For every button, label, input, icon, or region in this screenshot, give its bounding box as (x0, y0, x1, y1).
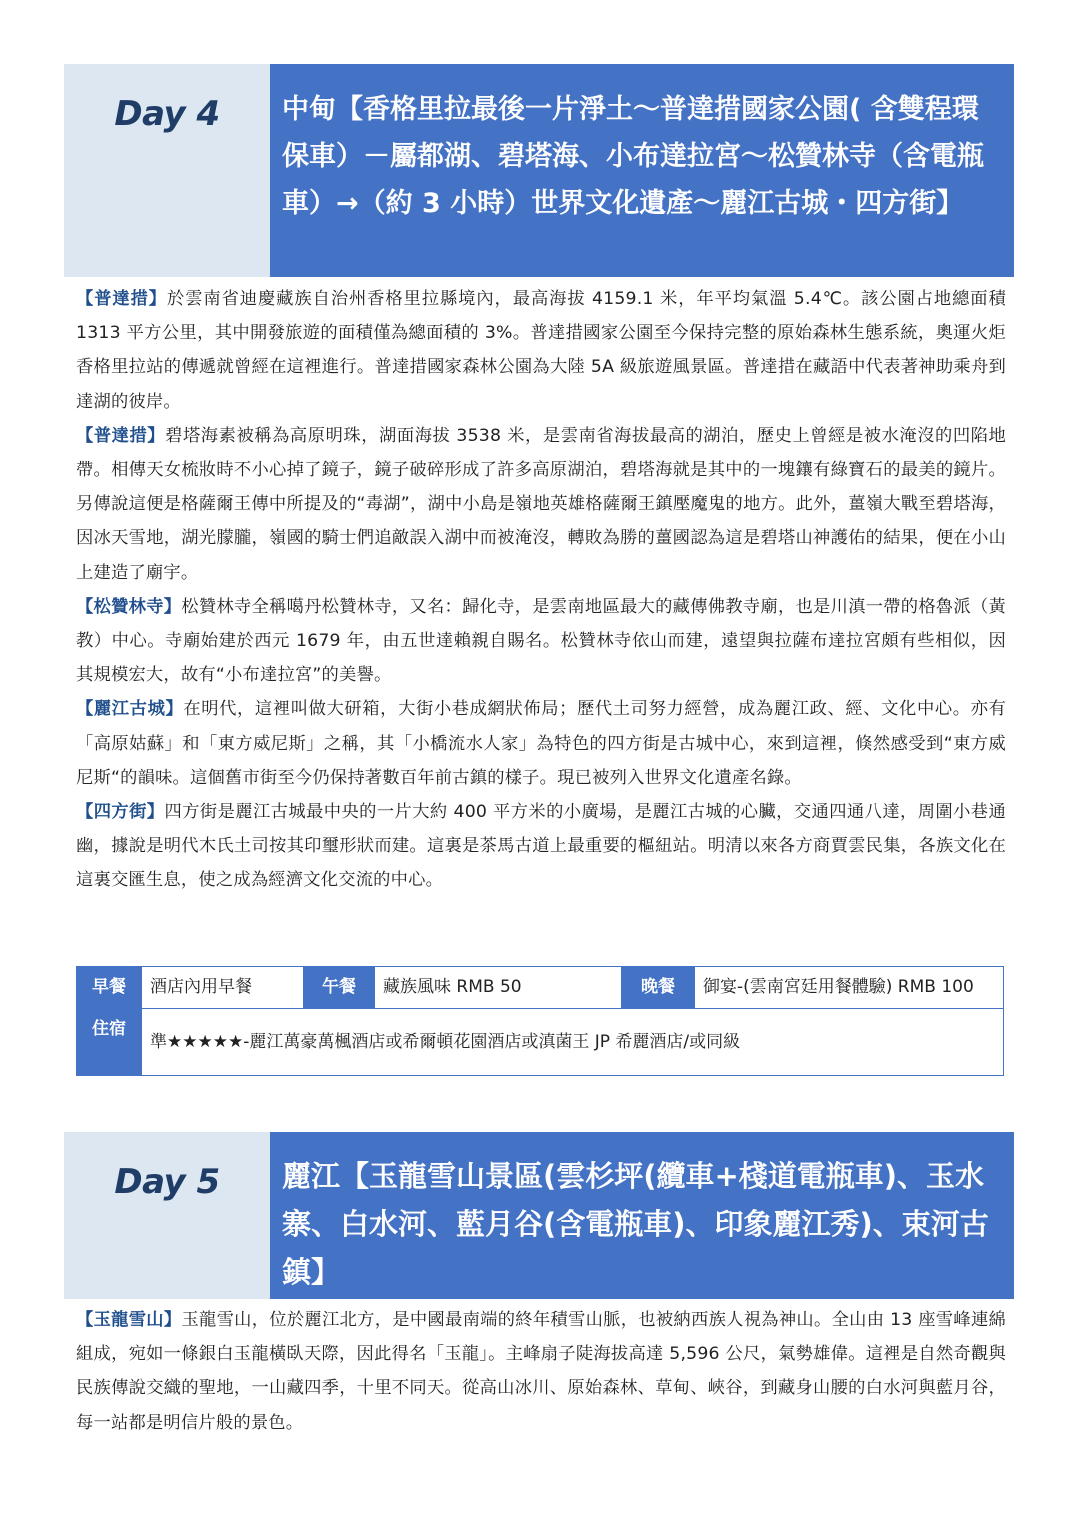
paragraph-yulong-snow-mountain (76, 1303, 1006, 1440)
paragraph-tag: 【普達措】 (76, 289, 167, 309)
paragraph-tag: 【松贊林寺】 (76, 596, 182, 617)
hotel-row (77, 1009, 1004, 1076)
paragraph-text: 玉龍雪山，位於麗江北方，是中國最南端的終年積雪山脈，也被納西族人視為神山。全山由 13 座雪峰連綿組成，宛如一條銀白玉龍橫臥天際，因此得名「玉龍」。主峰扇子陡海拔高達 5,596 公尺，氣勢雄偉。這裡是自然奇觀與民族傳說交織的聖地，一山藏四季，十里不同天。從高山冰川、原始森林、草甸、峽谷，到藏身山腰的白水河與藍月谷，每一站都是明信片般的景色。 (76, 1310, 1007, 1433)
dinner-label: 晚餐 (622, 967, 695, 1009)
meals-table (76, 966, 1004, 1076)
lunch-value: 藏族風味 RMB 50 (375, 967, 622, 1009)
breakfast-label: 早餐 (77, 967, 142, 1009)
paragraph-pudacuo (76, 282, 1006, 419)
paragraph-tag: 【玉龍雪山】 (76, 1310, 182, 1330)
day4-header (64, 64, 1014, 277)
paragraph-bitahai (76, 419, 1006, 590)
hotel-label: 住宿 (77, 1009, 142, 1076)
day4-content (76, 282, 1006, 898)
paragraph-tag: 【四方街】 (76, 802, 165, 823)
day5-header (64, 1132, 1014, 1299)
day5-label: Day 5 (114, 1162, 220, 1202)
day4-label: Day 4 (114, 94, 220, 134)
meals-row (77, 967, 1004, 1009)
paragraph-text: 松贊林寺全稱噶丹松贊林寺，又名：歸化寺，是雲南地區最大的藏傳佛教寺廟，也是川滇一帶的格魯派（黃教）中心。寺廟始建於西元 1679 年，由五世達賴親自賜名。松贊林寺依山而建，遠望與拉薩布達拉宮頗有些相似，因其規模宏大，故有“小布達拉宮”的美譽。 (76, 596, 1006, 686)
day4-label-box (64, 64, 270, 277)
day5-content (76, 1303, 1006, 1440)
day4-title: 中甸【香格里拉最後一片淨土～普達措國家公園( 含雙程環保車）－屬都湖、碧塔海、小布達拉宮～松贊林寺（含電瓶車）→（約 3 小時）世界文化遺產～麗江古城・四方街】 (270, 64, 1014, 277)
day5-title: 麗江【玉龍雪山景區(雲杉坪(纜車+棧道電瓶車)、玉水寨、白水河、藍月谷(含電瓶車)、印象麗江秀)、束河古鎮】 (270, 1132, 1014, 1299)
hotel-value: 準★★★★★-麗江萬豪萬楓酒店或希爾頓花園酒店或滇菌王 JP 希麗酒店/或同級 (142, 1009, 1004, 1076)
lunch-label: 午餐 (304, 967, 375, 1009)
breakfast-value: 酒店內用早餐 (142, 967, 304, 1009)
paragraph-text: 四方街是麗江古城最中央的一片大約 400 平方米的小廣場，是麗江古城的心臟，交通四通八達，周圍小巷通幽，據說是明代木氏土司按其印璽形狀而建。這裏是茶馬古道上最重要的樞紐站。明清以來各方商賈雲民集，各族文化在這裏交匯生息，使之成為經濟文化交流的中心。 (76, 802, 1006, 891)
dinner-value: 御宴-(雲南宮廷用餐體驗) RMB 100 (695, 967, 1004, 1009)
paragraph-text: 在明代，這裡叫做大研箱，大街小巷成網狀佈局；歷代土司努力經營，成為麗江政、經、文化中心。亦有「高原姑蘇」和「東方威尼斯」之稱，其「小橋流水人家」為特色的四方街是古城中心，來到這裡，倏然感受到“東方威尼斯“的韻味。這個舊市街至今仍保持著數百年前古鎮的樣子。現已被列入世界文化遺產名錄。 (76, 699, 1007, 788)
paragraph-tag: 【麗江古城】 (76, 699, 184, 720)
paragraph-sifang-street (76, 795, 1006, 898)
paragraph-text: 於雲南省迪慶藏族自治州香格里拉縣境內，最高海拔 4159.1 米，年平均氣溫 5.4℃。該公園占地總面積 1313 平方公里，其中開發旅遊的面積僅為總面積的 3%。普達措國家公園至今保持完整的原始森林生態系統，奧運火炬香格里拉站的傳遞就曾經在這裡進行。普達措國家森林公園為大陸 5A 級旅遊風景區。普達措在藏語中代表著神助乘舟到達湖的彼岸。 (76, 289, 1006, 412)
paragraph-songzanlin (76, 590, 1006, 693)
paragraph-text: 碧塔海素被稱為高原明珠，湖面海拔 3538 米，是雲南省海拔最高的湖泊，歷史上曾經是被水淹沒的凹陷地帶。相傳天女梳妝時不小心掉了鏡子，鏡子破碎形成了許多高原湖泊，碧塔海就是其中的一塊鑲有綠寶石的最美的鏡片。另傳說這便是格薩爾王傳中所提及的“毒湖”，湖中小島是嶺地英雄格薩爾王鎮壓魔鬼的地方。此外，薑嶺大戰至碧塔海，因冰天雪地，湖光朦朧，嶺國的騎士們追敵誤入湖中而被淹沒，轉敗為勝的薑國認為這是碧塔山神護佑的結果，便在小山上建造了廟宇。 (76, 425, 1006, 583)
paragraph-lijiang-old-town (76, 692, 1006, 795)
day5-label-box (64, 1132, 270, 1299)
paragraph-tag: 【普達措】 (76, 425, 166, 446)
